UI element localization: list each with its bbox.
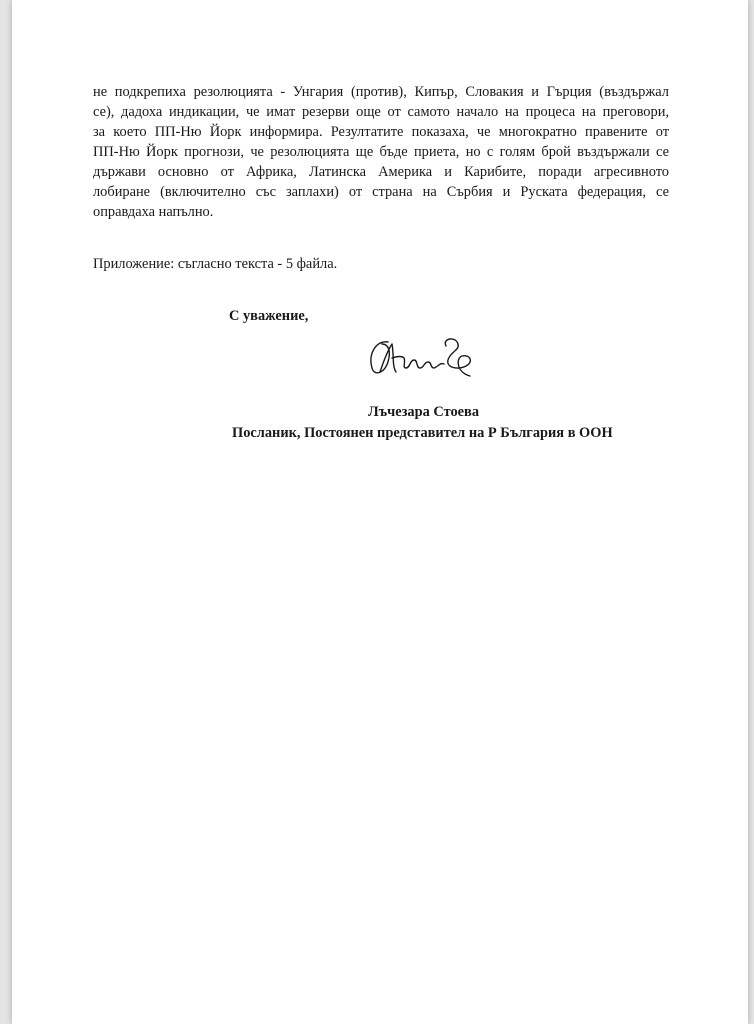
document-page: [12, 0, 748, 1024]
signatory-title: Посланик, Постоянен представител на Р България в ООН: [232, 425, 613, 441]
paragraph-line: ПП-Ню Йорк прогнози, че резолюцията ще бъде приета, но с голям брой въздържали се: [93, 144, 669, 160]
paragraph-line: се), дадоха индикации, че имат резерви още от самото начало на процеса на преговори,: [93, 104, 669, 120]
paragraph-line: оправдаха напълно.: [93, 204, 214, 220]
attachment-note: Приложение: съгласно текста - 5 файла.: [93, 256, 338, 272]
closing-salutation: С уважение,: [229, 308, 309, 324]
paragraph-line: за което ПП-Ню Йорк информира. Резултатите показаха, че многократно правените от: [93, 124, 669, 140]
signatory-name: Лъчезара Стоева: [368, 404, 480, 420]
paragraph-line: държави основно от Африка, Латинска Америка и Карибите, поради агресивното: [93, 164, 669, 180]
body-paragraph: [93, 82, 669, 222]
paragraph-line: не подкрепиха резолюцията - Унгария (против), Кипър, Словакия и Гърция (въздържал: [93, 84, 669, 100]
signature-icon: [362, 332, 482, 382]
paragraph-line: лобиране (включително със заплахи) от страна на Сърбия и Руската федерация, се: [93, 184, 669, 200]
